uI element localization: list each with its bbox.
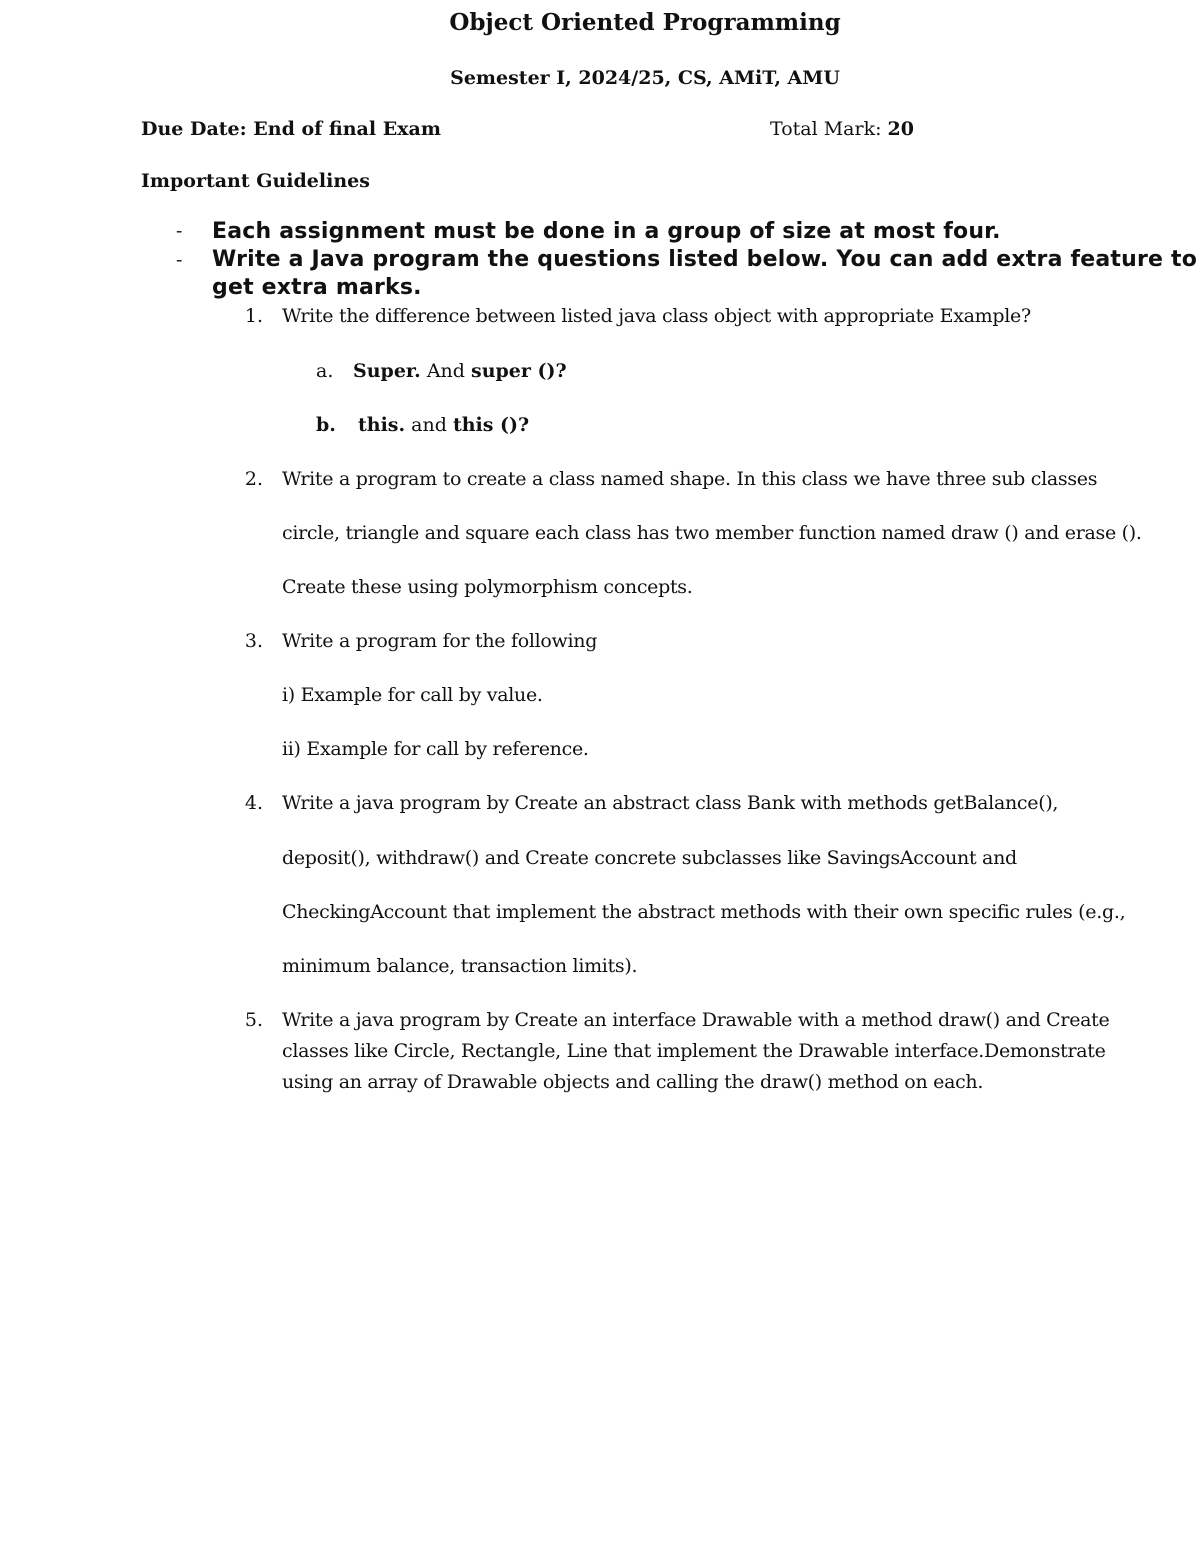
- guideline-java-program-cont: get extra marks.: [212, 275, 422, 300]
- q4-line1: Write a java program by Create an abstract class Bank with methods getBalance(),: [282, 792, 1059, 814]
- q1b-this-call: this ()?: [452, 414, 530, 436]
- q1a-super-dot: Super.: [353, 360, 421, 382]
- q2-number: 2.: [244, 468, 263, 490]
- q1a-text: [353, 360, 567, 382]
- q1a-label: a.: [316, 360, 334, 382]
- q5-number: 5.: [244, 1009, 263, 1031]
- q2-line3: Create these using polymorphism concepts.: [282, 576, 693, 598]
- q1b-label: b.: [316, 414, 336, 436]
- due-date: Due Date: End of final Exam: [141, 118, 441, 140]
- guidelines-heading: Important Guidelines: [141, 170, 370, 192]
- q1a-and: And: [420, 360, 471, 382]
- page-title: Object Oriented Programming: [449, 9, 841, 36]
- q3-call-by-value: i) Example for call by value.: [282, 684, 543, 706]
- total-mark-label: Total Mark:: [770, 118, 888, 140]
- q1b-text: [358, 414, 529, 436]
- total-mark: [770, 118, 914, 140]
- q1-number: 1.: [244, 305, 263, 327]
- q4-line3: CheckingAccount that implement the abstract methods with their own specific rules (e.g.,: [282, 901, 1126, 923]
- q1b-and: and: [405, 414, 453, 436]
- q1a-super-call: super ()?: [471, 360, 567, 382]
- q3-call-by-reference: ii) Example for call by reference.: [282, 738, 589, 760]
- q2-line2: circle, triangle and square each class has two member function named draw () and erase ().: [282, 522, 1142, 544]
- q4-line2: deposit(), withdraw() and Create concrete subclasses like SavingsAccount and: [282, 847, 1017, 869]
- guideline-group-size: Each assignment must be done in a group of size at most four.: [212, 219, 1001, 244]
- semester-line: Semester I, 2024/25, CS, AMiT, AMU: [450, 67, 840, 89]
- guideline-bullet: -: [176, 249, 183, 271]
- q4-number: 4.: [244, 792, 263, 814]
- q3-line1: Write a program for the following: [282, 630, 598, 652]
- total-mark-value: 20: [887, 118, 914, 140]
- guideline-java-program: Write a Java program the questions listed below. You can add extra feature to: [212, 247, 1198, 272]
- q5-line3: using an array of Drawable objects and calling the draw() method on each.: [282, 1071, 984, 1093]
- q1-text: Write the difference between listed java class object with appropriate Example?: [282, 305, 1031, 327]
- q4-line4: minimum balance, transaction limits).: [282, 955, 638, 977]
- guideline-bullet: -: [176, 220, 183, 242]
- q5-line2: classes like Circle, Rectangle, Line that implement the Drawable interface.Demonstrate: [282, 1040, 1106, 1062]
- q2-line1: Write a program to create a class named shape. In this class we have three sub classes: [282, 468, 1098, 490]
- q5-line1: Write a java program by Create an interface Drawable with a method draw() and Create: [282, 1009, 1110, 1031]
- q1b-this-dot: this.: [358, 414, 406, 436]
- q3-number: 3.: [244, 630, 263, 652]
